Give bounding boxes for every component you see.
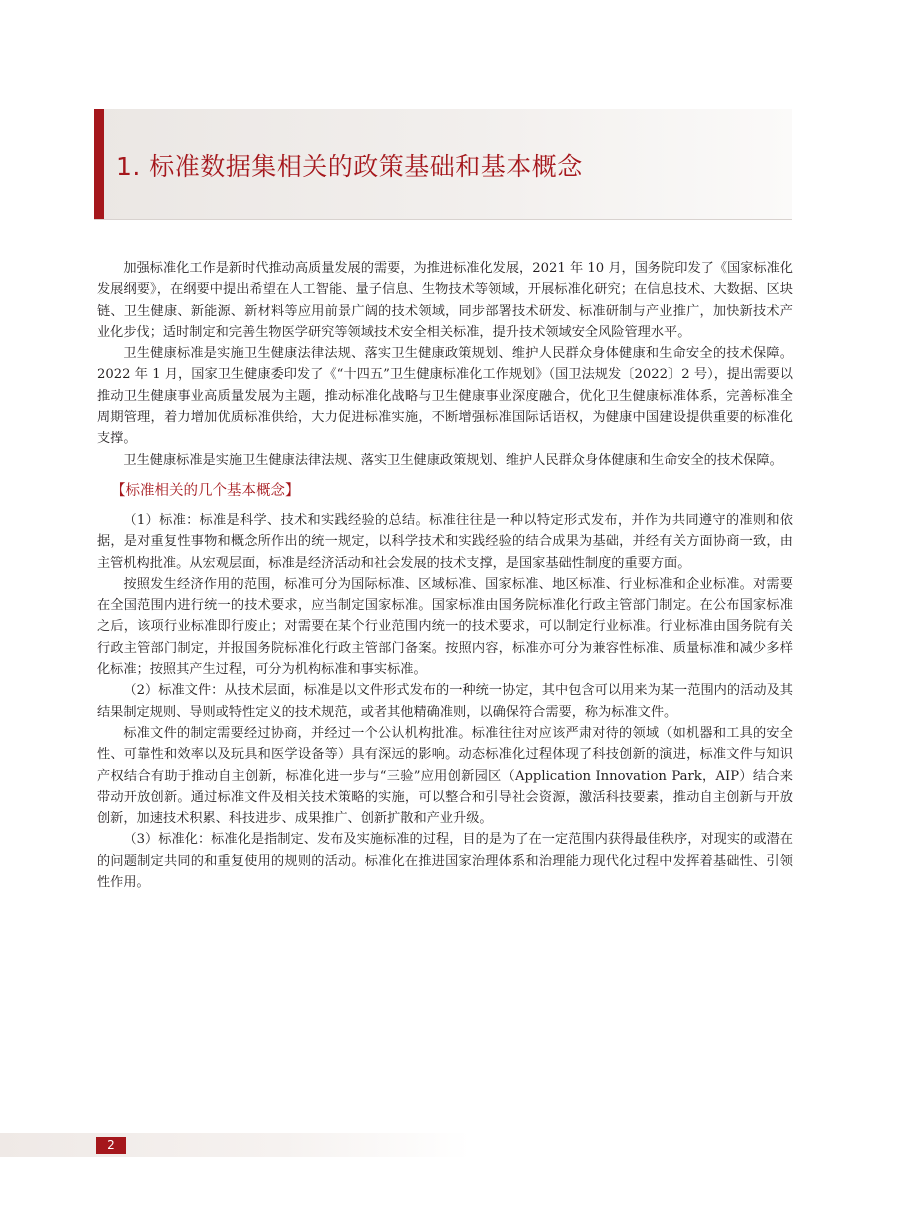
concept-standard-document-paragraph: （2）标准文件：从技术层面，标准是以文件形式发布的一种统一协定，其中包含可以用来为某一范围内的活动及其结果制定规则、导则或特性定义的技术规范，或者其他精确准则，以确保符合需要，称为标准文件。 [97,683,793,720]
concepts-heading: 【标准相关的几个基本概念】 [111,482,300,499]
page-number: 2 [96,1137,126,1154]
concept-standard-document-detail-paragraph: 标准文件的制定需要经过协商，并经过一个公认机构批准。标准往往对应该严肃对待的领域（如机器和工具的安全性、可靠性和效率以及玩具和医学设备等）具有深远的影响。动态标准化过程体现了科技创新的演进，标准文件与知识产权结合有助于推动自主创新，标准化进一步与“三验”应用创新园区（Application Innovation Park，AIP）结合来带动开放创新。通过标准文件及相关技术策略的实施，可以整合和引导社会资源，激活科技要素，推动自主创新与开放创新，加速技术积累、科技进步、成果推广、创新扩散和产业升级。 [97,725,793,827]
concept-standardization-paragraph: （3）标准化：标准化是指制定、发布及实施标准的过程，目的是为了在一定范围内获得最佳秩序，对现实的或潜在的问题制定共同的和重复使用的规则的活动。标准化在推进国家治理体系和治理能力现代化过程中发挥着基础性、引领性作用。 [97,832,793,891]
title-accent-bar [94,109,104,219]
section-title-band [94,109,792,220]
page-content [97,258,793,893]
footer-band [0,1133,470,1157]
intro-paragraph-1: 加强标准化工作是新时代推动高质量发展的需要，为推进标准化发展，2021 年 10 月，国务院印发了《国家标准化发展纲要》，在纲要中提出希望在人工智能、量子信息、生物技术等领域，开展标准化研究；在信息技术、大数据、区块链、卫生健康、新能源、新材料等应用前景广阔的技术领域，同步部署技术研发、标准研制与产业推广，加快新技术产业化步伐；适时制定和完善生物医学研究等领域技术安全相关标准，提升技术领域安全风险管理水平。 [97,261,793,340]
intro-paragraph-2: 卫生健康标准是实施卫生健康法律法规、落实卫生健康政策规划、维护人民群众身体健康和生命安全的技术保障。2022 年 1 月，国家卫生健康委印发了《“十四五”卫生健康标准化工作规划》（国卫法规发〔2022〕2 号），提出需要以推动卫生健康事业高质量发展为主题，推动标准化战略与卫生健康事业深度融合，优化卫生健康标准体系，完善标准全周期管理，着力增加优质标准供给，大力促进标准实施，不断增强标准国际话语权，为健康中国建设提供重要的标准化支撑。 [97,346,793,447]
intro-paragraph-3: 卫生健康标准是实施卫生健康法律法规、落实卫生健康政策规划、维护人民群众身体健康和生命安全的技术保障。 [123,452,783,468]
concept-standard-paragraph: （1）标准：标准是科学、技术和实践经验的总结。标准往往是一种以特定形式发布，并作为共同遵守的准则和依据，是对重复性事物和概念所作出的统一规定，以科学技术和实践经验的结合成果为基础，并经有关方面协商一致，由主管机构批准。从宏观层面，标准是经济活动和社会发展的技术支撑，是国家基础性制度的重要方面。 [97,512,793,571]
concept-standard-classification-paragraph: 按照发生经济作用的范围，标准可分为国际标准、区域标准、国家标准、地区标准、行业标准和企业标准。对需要在全国范围内进行统一的技术要求，应当制定国家标准。国家标准由国务院标准化行政主管部门制定。在公布国家标准之后，该项行业标准即行废止；对需要在某个行业范围内统一的技术要求，可以制定行业标准。行业标准由国务院有关行政主管部门制定，并报国务院标准化行政主管部门备案。按照内容，标准亦可分为兼容性标准、质量标准和减少多样化标准；按照其产生过程，可分为机构标准和事实标准。 [97,576,793,678]
section-title: 1. 标准数据集相关的政策基础和基本概念 [116,152,583,181]
